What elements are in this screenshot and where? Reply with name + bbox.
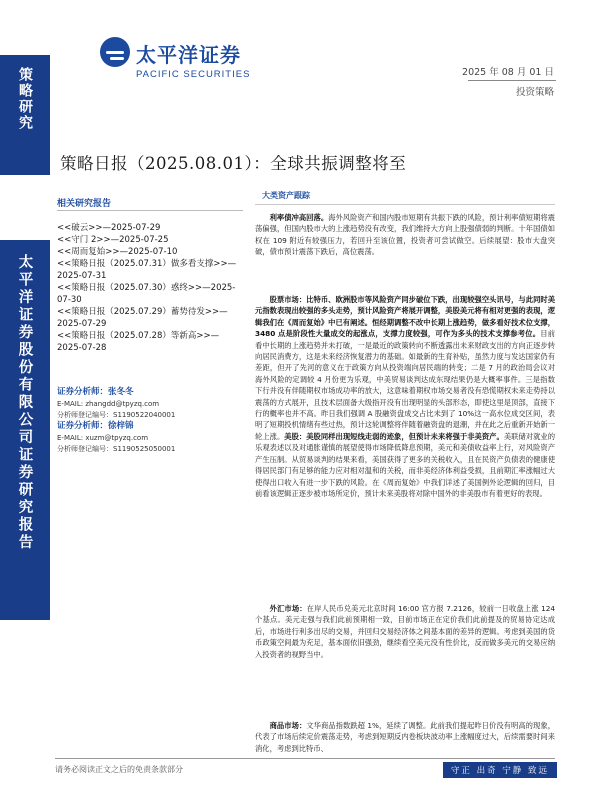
analyst-card [57,420,243,455]
company-label: 太平洋证券股份有限公司证券研究报告 [16,254,34,552]
left-sidebar [0,0,50,792]
paragraph-text: 美联储对就业的乐观表述以及对通胀谨慎的展望使得市场降低降息预期，美元和美债收益率上行，对风险资产产生压制。从贸易谈判的结果来看，美国获得了更多的关税收入，且在民资产负债表的健康使得居民部门有足够的能力应对相对温和的关税，而非美经济体利益受损，且前期汇率涨幅过大使得出口收入有进一步下跌的风险。在《周而复始》中我们详述了美国例外论逻辑的回归，目前看该逻辑正逐步被市场所定价，预计未来美股将对除中国外的非美股市有着更好的表现。 [255,431,556,498]
report-type: 投资策略 [515,87,554,98]
paragraph-lead: 利率债冲高回落。 [269,213,329,222]
paragraph-text: 文华商品指数跌超 1%，延续了调整。此前我们提起昨日价没有明高的现象，代表了市场后续定价震荡走势，考虑到短期反内卷板块波动率上涨幅度过大，后续需要时间来消化，考虑到比特币、 [255,721,555,753]
paragraph-lead: 商品市场： [269,721,307,730]
related-report-item[interactable]: <<守门 2>>—2025-07-25 [57,235,169,245]
related-reports-list [57,222,243,354]
analyst-name: 证券分析师：张冬冬 [57,387,134,397]
section-divider [255,204,555,205]
analyst-email[interactable]: E-MAIL: zhangdd@tpyzq.com [57,400,160,408]
logo-cn-text: 太平洋证券 [136,43,241,67]
analyst-email[interactable]: E-MAIL: xuzm@tpyzq.com [57,434,149,442]
footer-divider [55,758,555,759]
logo-icon [100,37,130,67]
report-date: 2025 年 08 月 01 日 [462,67,554,78]
paragraph-text: 目前看中长期的上涨趋势并未打破，一是最近的政策转向不断透露出未来财政支出的方向正逐步转向居民消费方，这是未来经济恢复潜力的基础。如最新的生育补贴，虽然力度与发达国家仍有差距，但开了先河的意义在于政策方向从投资端向居民端的转变；二是 7 月的政治局会议对海外风险的定调较 4 月份更为乐观，中美贸易谈判达成东现结果仍是大概率事件。三是指数下行并没有伴随期权市场成功率的放大，这意味着期权市场交易者没有恐慌期权未来走势持以震荡的方式展开，且技术层面备大级指开没有出现明显的头部形态，即使这里是顶部，直接下行的概率也并不高。昨日我们强调 A 股融资盘成交占比未到了 10%这一高水位成交区间，表明了短期投机情绪有些过热，预计这轮调整将伴随着融资盘的退潮，并在此之后重新开始新一轮上涨。 [255,329,555,441]
paragraph-lead: 股票市场：比特币、欧洲股市等风险资产同步破位下跌，出现较强空头讯号，与此同时美元指数表现出较强的多头走势，预计风险资产将展开调整，美股美元将有相对更强的表现，逻辑我们在《周而复始》中已有阐述。恒经期调整不改中长期上涨趋势，做多看好技术位支撑，3480 点是阶段性大量成交的起涨点，支撑力度较强，可作为多头的技术支撑参考位。 [255,295,555,339]
company-banner [0,240,50,620]
analyst-name: 证券分析师：徐梓锦 [57,421,134,431]
related-report-item[interactable]: <<破云>>—2025-07-29 [57,223,161,233]
body-paragraph-fx [255,603,555,660]
related-report-item[interactable]: <<策略日报（2025.07.29）蓄势待发>>—2025-07-29 [57,307,228,329]
report-title: 策略日报（2025.08.01）：全球共振调整将至 [60,154,407,173]
body-paragraph-commodities [255,720,555,754]
footer-disclaimer: 请务必阅读正文之后的免责条款部分 [55,765,183,774]
body-paragraph-stocks [255,294,555,499]
related-report-item[interactable]: <<策略日报（2025.07.28）等新高>>—2025-07-28 [57,331,220,353]
related-report-item[interactable]: <<策略日报（2025.07.31）做多看支撑>>—2025-07-31 [57,259,237,281]
analyst-card [57,386,243,421]
paragraph-lead: 外汇市场： [269,604,307,613]
paragraph-text: 在岸人民币兑美元北京时间 16:00 官方报 7.2126，较前一日收盘上涨 124 个基点。美元走强与我们此前预期相一致，目前市场正在定价我们此前提及的贸易协定达成后，市场进行利多出尽的交易，并回归交易经济体之间基本面的差异的逻辑。考虑到美国的货币政策空间最为充足，基本面依旧强劲，继续看空美元没有性价比，反而做多美元的交易应纳入投资者的视野当中。 [255,604,555,659]
related-report-item[interactable]: <<策略日报（2025.07.30）惑终>>—2025-07-30 [57,283,236,305]
analyst-cert: 分析师登记编号：S1190522040001 [57,411,176,419]
company-logo [100,35,270,90]
related-report-item[interactable]: <<周而复始>>—2025-07-10 [57,247,178,257]
header-divider [468,80,556,81]
category-label: 策略研究 [17,67,33,131]
related-reports-heading: 相关研究报告 [57,199,112,209]
body-paragraph-bonds [255,212,555,258]
logo-en-text: PACIFIC SECURITIES [136,69,251,80]
paragraph-lead: 美股：美股同样出现短线走弱的迹象，但预计未来将强于非美资产。 [284,431,504,441]
analyst-cert: 分析师登记编号：S1190525050001 [57,445,176,453]
section-heading: 大类资产跟踪 [262,191,310,200]
related-divider [57,210,243,211]
footer-slogan: 守正 出奇 宁静 致远 [443,762,557,778]
paragraph-text: 海外风险资产和国内股市短期有共振下跌的风险，预计利率债短期将震荡偏强，但国内股市大的上涨趋势没有改变，我们维持大方向上股强债弱的判断。十年国债如权在 109 附近有较强压力，若回升至该位置，投资者可尝试做空。后续展望：股市大盘突破，债市预计震荡下跌后，高位震荡。 [255,213,556,257]
category-badge [0,55,50,175]
